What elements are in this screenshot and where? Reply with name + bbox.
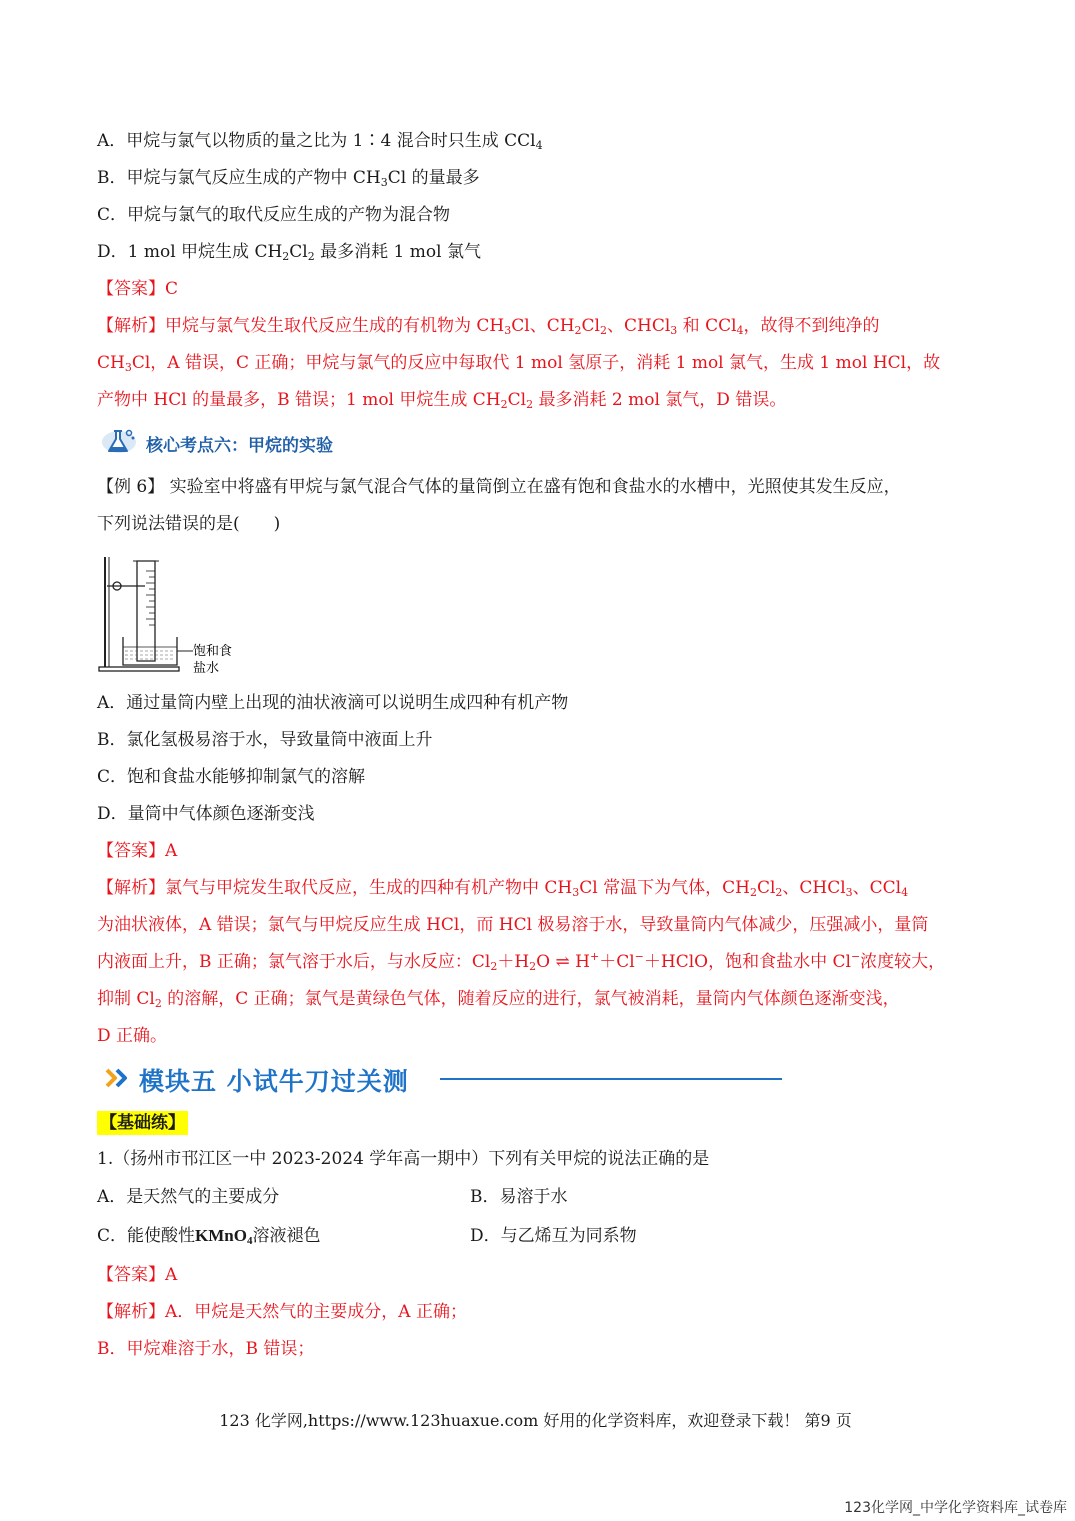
double-chevron-icon bbox=[105, 1067, 131, 1093]
analysis-line: D 正确。 bbox=[97, 1026, 168, 1046]
option-a: A．通过量筒内壁上出现的油状液滴可以说明生成四种有机产物 bbox=[97, 693, 569, 713]
analysis-line: 【解析】甲烷与氯气发生取代反应生成的有机物为 $CH_3Cl$、$CH_2Cl_2$、CHCl$_3$ 和 CCl$_4$，故得不到纯净的 bbox=[97, 316, 880, 337]
analysis-line: 【解析】氯气与甲烷发生取代反应，生成的四种有机产物中 $CH_3Cl$ 常温下为气体，$CH_2Cl_2$、CHCl$_3$、CCl$_4$ bbox=[97, 878, 909, 899]
option-row bbox=[97, 1186, 997, 1208]
analysis-line: B．甲烷难溶于水，B 错误； bbox=[97, 1339, 315, 1359]
answer: 【答案】A bbox=[97, 841, 178, 861]
example-stem: 下列说法错误的是( ) bbox=[97, 514, 281, 534]
question-stem: 1.（扬州市邗江区一中 2023-2024 学年高一期中）下列有关甲烷的说法正确的是 bbox=[97, 1149, 710, 1169]
option-b: B．易溶于水 bbox=[470, 1187, 568, 1207]
option-c: C．能使酸性KMnO$_4$溶液褪色 bbox=[97, 1226, 321, 1247]
option-d: D．1 mol 甲烷生成 $CH_2Cl_2$ 最多消耗 1 mol 氯气 bbox=[97, 242, 481, 263]
answer: 【答案】A bbox=[97, 1265, 178, 1285]
option-c: C．饱和食盐水能够抑制氯气的溶解 bbox=[97, 767, 366, 787]
divider bbox=[440, 1078, 782, 1080]
page-footer: 123 化学网,https://www.123huaxue.com 好用的化学资料库，欢迎登录下载！ 第9 页 bbox=[219, 1411, 852, 1430]
figure-label: 饱和食 bbox=[193, 644, 233, 659]
option-d: D．量筒中气体颜色逐渐变浅 bbox=[97, 804, 315, 824]
option-d: D．与乙烯互为同系物 bbox=[470, 1226, 637, 1246]
watermark: 123化学网_中学化学资料库_试卷库 bbox=[844, 1500, 1067, 1516]
analysis-line: 【解析】A．甲烷是天然气的主要成分，A 正确； bbox=[97, 1302, 467, 1322]
example-stem: 【例 6】 实验室中将盛有甲烷与氯气混合气体的量筒倒立在盛有饱和食盐水的水槽中，光照使其发生反应， bbox=[97, 477, 901, 497]
flask-icon bbox=[100, 426, 138, 460]
option-b: B．氯化氢极易溶于水，导致量筒中液面上升 bbox=[97, 730, 433, 750]
analysis-line: 为油状液体，A 错误；氯气与甲烷反应生成 HCl，而 HCl 极易溶于水，导致量筒内气体减少，压强减小，量筒 bbox=[97, 915, 929, 935]
option-row bbox=[97, 1225, 997, 1247]
section-badge: 【基础练】 bbox=[97, 1111, 188, 1135]
option-b: B．甲烷与氯气反应生成的产物中 $CH_3Cl$ 的量最多 bbox=[97, 168, 480, 189]
analysis-line: 内液面上升，B 正确；氯气溶于水后，与水反应：$Cl_2+H_2O$ ⇌ H+＋Cl−＋HClO，饱和食盐水中 Cl−浓度较大， bbox=[97, 950, 946, 973]
module-heading bbox=[105, 1062, 409, 1098]
option-c: C．甲烷与氯气的取代反应生成的产物为混合物 bbox=[97, 205, 451, 225]
option-a: A．是天然气的主要成分 bbox=[97, 1187, 280, 1207]
section-title: 核心考点六：甲烷的实验 bbox=[146, 435, 333, 456]
figure-label: 盐水 bbox=[193, 661, 220, 676]
analysis-line: 抑制 $Cl_2$ 的溶解，C 正确；氯气是黄绿色气体，随着反应的进行，氯气被消耗，量筒内气体颜色逐渐变浅， bbox=[97, 989, 900, 1010]
analysis-line: 产物中 HCl 的量最多，B 错误；1 mol 甲烷生成 $CH_2Cl_2$ 最多消耗 2 mol 氯气，D 错误。 bbox=[97, 390, 787, 411]
answer: 【答案】C bbox=[97, 279, 179, 299]
apparatus-figure bbox=[97, 553, 247, 678]
option-a: A．甲烷与氯气以物质的量之比为 1∶4 混合时只生成 CCl$_4$ bbox=[97, 131, 543, 152]
analysis-line: $CH_3Cl$，A 错误，C 正确；甲烷与氯气的反应中每取代 1 mol 氢原子，消耗 1 mol 氯气，生成 1 mol HCl，故 bbox=[97, 353, 941, 374]
section-heading bbox=[100, 428, 333, 458]
module-title: 模块五 小试牛刀过关测 bbox=[139, 1067, 409, 1096]
